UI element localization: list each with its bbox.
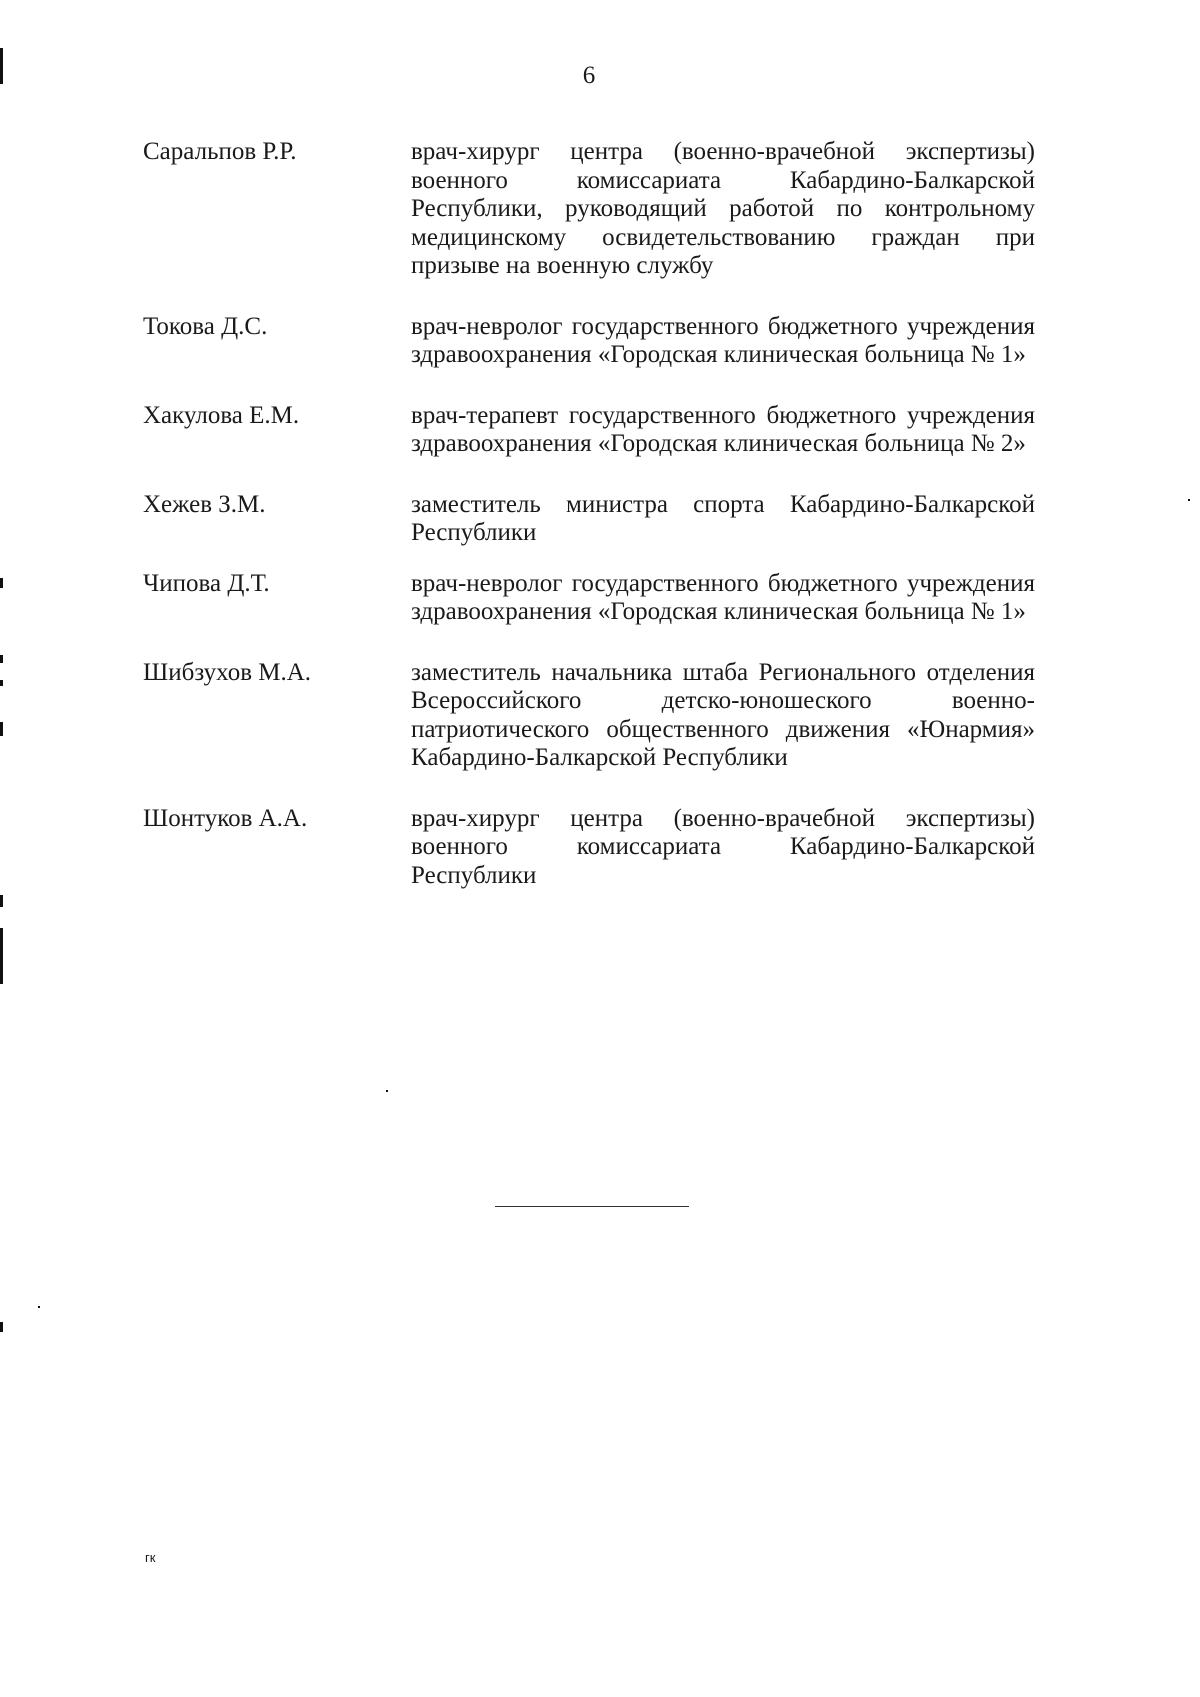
member-entry bbox=[143, 570, 1035, 627]
scan-artifact bbox=[0, 722, 3, 736]
member-name: Токова Д.С. bbox=[143, 312, 268, 340]
member-entry bbox=[143, 138, 1035, 281]
member-role: врач-хирург центра (военно-врачебной экспертизы) военного комиссариата Кабардино-Балкарской Республики bbox=[411, 804, 1035, 889]
member-role: врач-невролог государственного бюджетного учреждения здравоохранения «Городская клиническая больница № 1» bbox=[411, 569, 1035, 625]
member-role: заместитель министра спорта Кабардино-Балкарской Республики bbox=[411, 490, 1035, 546]
scan-artifact bbox=[0, 655, 3, 663]
scan-artifact bbox=[386, 1090, 388, 1092]
member-role: врач-хирург центра (военно-врачебной экспертизы) военного комиссариата Кабардино-Балкарской Республики, руководящий работой по контрольному медицинскому освидетельствованию граждан при призыве на военную службу bbox=[411, 138, 1035, 279]
footer-mark: гк bbox=[145, 1550, 156, 1565]
member-entry bbox=[143, 491, 1035, 548]
scan-artifact bbox=[0, 680, 3, 686]
scan-artifact bbox=[0, 895, 3, 907]
member-entry bbox=[143, 402, 1035, 459]
scan-artifact bbox=[0, 578, 3, 588]
member-name: Шибзухов М.А. bbox=[143, 658, 312, 686]
member-name: Хежев З.М. bbox=[143, 490, 266, 518]
member-entry bbox=[143, 659, 1035, 773]
member-name: Саральпов Р.Р. bbox=[143, 138, 297, 165]
scan-artifact bbox=[0, 928, 3, 984]
member-name: Шонтуков А.А. bbox=[143, 804, 308, 832]
page-number: 6 bbox=[582, 62, 596, 89]
member-role: врач-невролог государственного бюджетного учреждения здравоохранения «Городская клиническая больница № 1» bbox=[411, 312, 1035, 368]
scan-artifact bbox=[0, 1322, 3, 1332]
member-name: Хакулова Е.М. bbox=[143, 401, 300, 429]
scan-artifact bbox=[0, 48, 3, 84]
member-entry bbox=[143, 313, 1035, 370]
members-list bbox=[143, 138, 1035, 890]
member-entry bbox=[143, 805, 1035, 891]
scan-artifact bbox=[38, 1306, 40, 1308]
member-name: Чипова Д.Т. bbox=[143, 569, 270, 597]
member-role: заместитель начальника штаба Регионального отделения Всероссийского детско-юношеского военно-патриотического общественного движения «Юнармия» Кабардино-Балкарской Республики bbox=[411, 658, 1035, 771]
member-role: врач-терапевт государственного бюджетного учреждения здравоохранения «Городская клиническая больница № 2» bbox=[411, 401, 1035, 457]
scan-artifact bbox=[1188, 499, 1190, 501]
closing-rule bbox=[495, 1206, 689, 1207]
